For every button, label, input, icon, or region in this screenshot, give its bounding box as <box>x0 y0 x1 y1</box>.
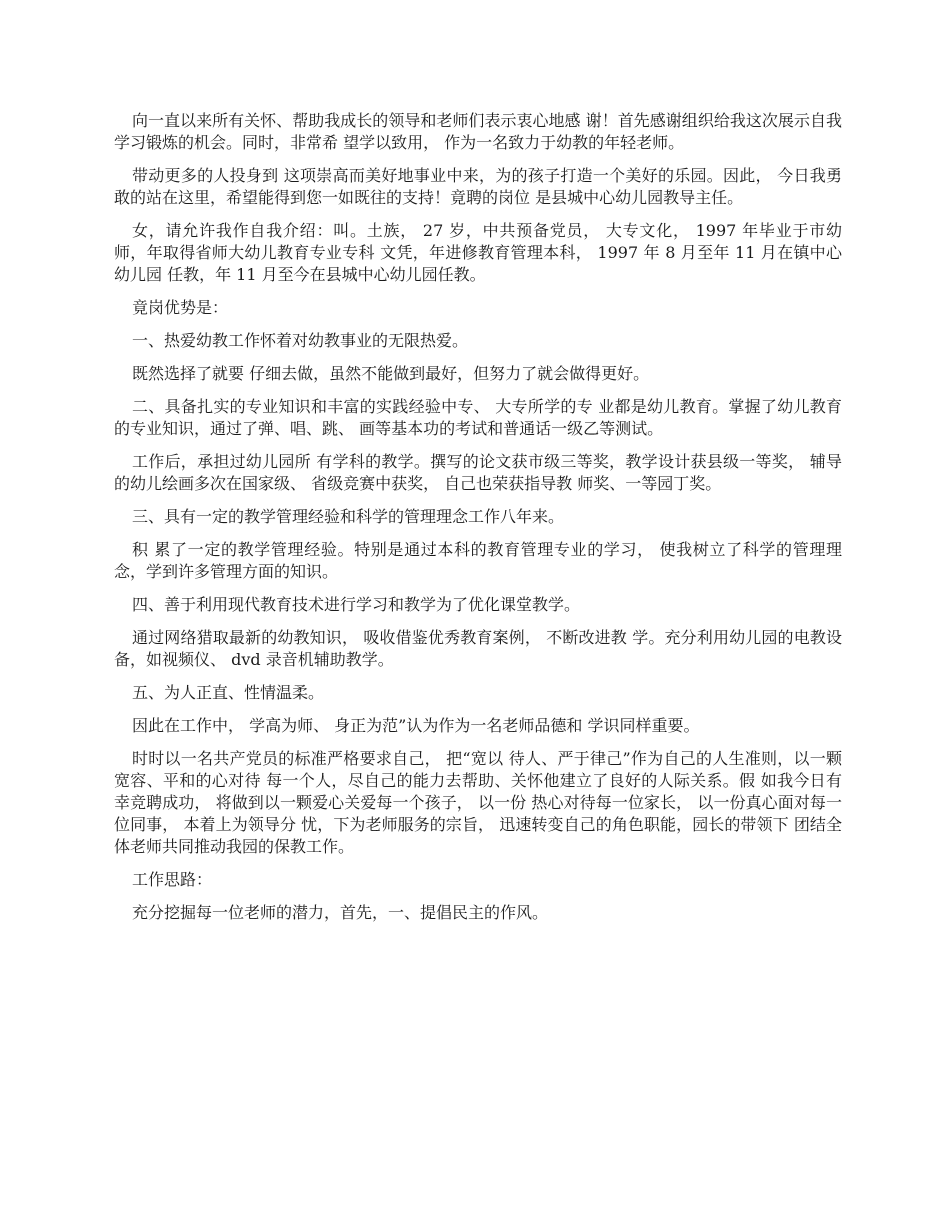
paragraph: 工作思路： <box>132 870 213 889</box>
paragraph: 充分挖掘每一位老师的潜力，首先，一、提倡民主的作风。 <box>132 903 549 922</box>
paragraph: 工作后，承担过幼儿园所 有学科的教学。撰写的论文获市级三等奖，教学设计获县级一等奖， 辅导的幼儿绘画多次在国家级、 省级竞赛中获奖， 自己也荣获指导教 师奖、一等园丁奖。 <box>114 452 842 493</box>
paragraph: 一、热爱幼教工作怀着对幼教事业的无限热爱。 <box>132 331 469 350</box>
paragraph: 竟岗优势是： <box>132 298 229 317</box>
paragraph: 积 累了一定的教学管理经验。特别是通过本科的教育管理专业的学习， 使我树立了科学的管理理念，学到许多管理方面的知识。 <box>114 540 842 581</box>
paragraph: 既然选择了就要 仔细去做，虽然不能做到最好，但努力了就会做得更好。 <box>132 364 650 383</box>
paragraph: 二、具备扎实的专业知识和丰富的实践经验中专、 大专所学的专 业都是幼儿教育。掌握了幼儿教育的专业知识，通过了弹、唱、跳、 画等基本功的考试和普通话一级乙等测试。 <box>114 397 842 438</box>
paragraph: 三、具有一定的教学管理经验和科学的管理理念工作八年来。 <box>132 507 565 526</box>
paragraph: 时时以一名共产党员的标准严格要求自己， 把“宽以 待人、严于律己”作为自己的人生准则，以一颗宽容、平和的心对待 每一个人，尽自己的能力去帮助、关怀他建立了良好的人际关系。假 如我今日有幸竞聘成功， 将做到以一颗爱心关爱每一个孩子， 以一份 热心对待每一位家长， 以一份真心面对每一位同事， 本着上为领导分 忧，下为老师服务的宗旨， 迅速转变自己的角色职能，园长的带领下 团结全体老师共同推动我园的保教工作。 <box>114 749 842 856</box>
paragraph: 向一直以来所有关怀、帮助我成长的领导和老师们表示衷心地感 谢！首先感谢组织给我这次展示自我学习锻炼的机会。同时，非常希 望学以致用， 作为一名致力于幼教的年轻老师。 <box>114 111 842 152</box>
paragraph: 通过网络猎取最新的幼教知识， 吸收借鉴优秀教育案例， 不断改进教 学。充分利用幼儿园的电教设备，如视频仪、 dvd 录音机辅助教学。 <box>114 628 842 669</box>
paragraph: 四、善于利用现代教育技术进行学习和教学为了优化课堂教学。 <box>132 595 581 614</box>
paragraph: 带动更多的人投身到 这项崇高而美好地事业中来，为的孩子打造一个美好的乐园。因此， 今日我勇敢的站在这里，希望能得到您一如既往的支持！竟聘的岗位 是县城中心幼儿园教导主任。 <box>114 166 842 207</box>
paragraph: 女，请允许我作自我介绍：叫。土族， 27 岁，中共预备党员， 大专文化， 1997 年毕业于市幼师，年取得省师大幼儿教育专业专科 文凭，年进修教育管理本科， 1997 年 8 月至年 11 月在镇中心幼儿园 任教，年 11 月至今在县城中心幼儿园任教。 <box>114 221 842 284</box>
paragraph: 五、为人正直、性情温柔。 <box>132 683 325 702</box>
paragraph: 因此在工作中， 学高为师、 身正为范”认为作为一名老师品德和 学识同样重要。 <box>132 716 700 735</box>
